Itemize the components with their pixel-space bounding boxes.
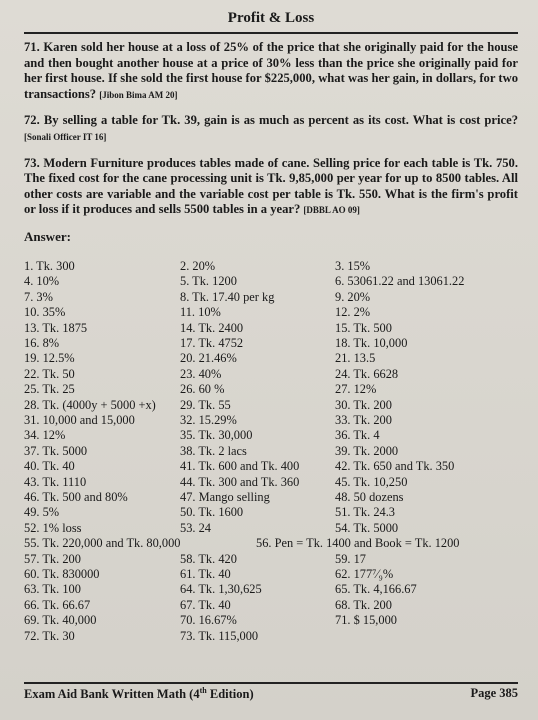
- answer-item: 37. Tk. 5000: [24, 443, 88, 458]
- answer-row-wide: [24, 536, 515, 551]
- answer-item: 40. Tk. 40: [24, 459, 75, 474]
- answer-item: 63. Tk. 100: [24, 582, 81, 597]
- answer-item: 25. Tk. 25: [24, 382, 75, 397]
- answer-item: 61. Tk. 40: [180, 567, 231, 582]
- answer-item: 14. Tk. 2400: [180, 320, 244, 335]
- answer-item: 34. 12%: [24, 428, 66, 443]
- answer-item: 49. 5%: [24, 505, 60, 520]
- answer-item: 17. Tk. 4752: [180, 335, 244, 350]
- answer-item: 3. 15%: [335, 258, 371, 273]
- answer-item: 66. Tk. 66.67: [24, 597, 91, 612]
- answer-item: 32. 15.29%: [180, 413, 237, 427]
- answer-item: 7. 3%: [24, 289, 53, 304]
- question: 73. Modern Furniture produces tables made of cane. Selling price for each table is Tk. 750. The fixed cost for the cane processing unit is Tk. 9,85,000 per year for up to 8500 tables. All other costs are variable and the variable cost per table is Tk. 550. What is the firm's profit or loss if it produces and sells 5500 tables in a year? [DBBL AO 09]: [24, 155, 518, 217]
- question: 71. Karen sold her house at a loss of 25% of the price that she originally paid for the house and then bought another house at a price of 30% less than the price she originally paid for her first house. If she sold the first house for $225,000, what was her gain, in dollars, for two transactions? [Jibon Bima AM 20]: [24, 40, 518, 101]
- answer-item: 15. Tk. 500: [335, 320, 392, 335]
- answer-item: 47. Mango selling: [180, 490, 270, 505]
- answer-item: 57. Tk. 200: [24, 551, 81, 566]
- answer-item: 6. 53061.22 and 13061.22: [335, 274, 465, 289]
- answer-item: 9. 20%: [335, 289, 371, 304]
- answer-item: 2. 20%: [180, 258, 216, 273]
- answer-item: 24. Tk. 6628: [335, 366, 399, 381]
- answer-item: 20. 21.46%: [180, 351, 237, 366]
- answer-item: 60. Tk. 830000: [24, 567, 100, 582]
- answer-item: 8. Tk. 17.40 per kg: [180, 289, 275, 304]
- answer-item: 52. 1% loss: [24, 520, 82, 535]
- answer-item: 54. Tk. 5000: [335, 520, 399, 535]
- answer-item: [335, 629, 515, 644]
- answer-item: 59. 17: [335, 551, 366, 566]
- answer-item: 55. Tk. 220,000 and Tk. 80,000: [24, 536, 181, 551]
- answer-item: 51. Tk. 24.3: [335, 505, 396, 520]
- answer-item: 16. 8%: [24, 335, 60, 350]
- answer-heading: Answer:: [24, 228, 71, 244]
- answer-item: 13. Tk. 1875: [24, 320, 88, 335]
- answer-item: 30. Tk. 200: [335, 397, 392, 412]
- answer-item: 5. Tk. 1200: [180, 274, 237, 289]
- page-footer: [24, 682, 518, 702]
- answer-item: 31. 10,000 and 15,000: [24, 413, 135, 427]
- answer-item: 22. Tk. 50: [24, 366, 75, 381]
- answer-item: 43. Tk. 1110: [24, 474, 87, 489]
- answer-item: 67. Tk. 40: [180, 597, 231, 612]
- answer-item: 48. 50 dozens: [335, 490, 404, 505]
- answer-item: 19. 12.5%: [24, 351, 75, 366]
- question: 72. By selling a table for Tk. 39, gain is as much as percent as its cost. What is cost price? [Sonali Officer IT 16]: [24, 113, 518, 142]
- answer-item: 33. Tk. 200: [335, 413, 392, 427]
- answer-item: 28. Tk. (4000y + 5000 +x): [24, 397, 156, 412]
- answer-item: 1. Tk. 300: [24, 258, 75, 273]
- answer-item: 35. Tk. 30,000: [180, 428, 253, 443]
- answer-item: 46. Tk. 500 and 80%: [24, 490, 128, 505]
- answer-item: 70. 16.67%: [180, 613, 237, 628]
- answer-item: 27. 12%: [335, 382, 377, 397]
- answer-item: 39. Tk. 2000: [335, 443, 399, 458]
- answer-item: 44. Tk. 300 and Tk. 360: [180, 474, 300, 489]
- answer-item: 53. 24: [180, 520, 211, 535]
- answer-item: 38. Tk. 2 lacs: [180, 443, 247, 458]
- page-title: Profit & Loss: [227, 10, 315, 26]
- page-number: Page 385: [470, 685, 518, 700]
- answer-item: 10. 35%: [24, 305, 66, 320]
- answer-item: 42. Tk. 650 and Tk. 350: [335, 459, 455, 474]
- answer-item: 12. 2%: [335, 305, 371, 320]
- answer-item: 45. Tk. 10,250: [335, 474, 408, 489]
- answer-item: 69. Tk. 40,000: [24, 613, 97, 628]
- answer-item: 72. Tk. 30: [24, 628, 75, 643]
- question-list: [24, 40, 518, 219]
- answer-item: 65. Tk. 4,166.67: [335, 582, 417, 597]
- answer-item: 29. Tk. 55: [180, 397, 231, 412]
- book-title: Exam Aid Bank Written Math (4th Edition): [24, 685, 254, 701]
- answer-item: 68. Tk. 200: [335, 597, 392, 612]
- answer-item: 71. $ 15,000: [335, 613, 397, 628]
- answer-item: 56. Pen = Tk. 1400 and Book = Tk. 1200: [256, 536, 460, 551]
- answer-item: 50. Tk. 1600: [180, 505, 244, 520]
- answer-grid: [24, 259, 518, 644]
- answer-item: 21. 13.5: [335, 351, 376, 366]
- answer-item: 64. Tk. 1,30,625: [180, 582, 262, 597]
- answer-item: 4. 10%: [24, 274, 60, 289]
- answer-item: 11. 10%: [180, 305, 221, 320]
- answer-item: 58. Tk. 420: [180, 551, 237, 566]
- header-rule: [24, 32, 518, 34]
- answer-item: 26. 60 %: [180, 382, 225, 397]
- answer-item: 73. Tk. 115,000: [180, 628, 259, 643]
- answer-item: 36. Tk. 4: [335, 428, 380, 443]
- answer-item: 62. 177⁷⁄₉%: [335, 567, 394, 582]
- answer-item: 41. Tk. 600 and Tk. 400: [180, 459, 300, 474]
- answer-item: 23. 40%: [180, 366, 222, 381]
- answer-item: 18. Tk. 10,000: [335, 335, 408, 350]
